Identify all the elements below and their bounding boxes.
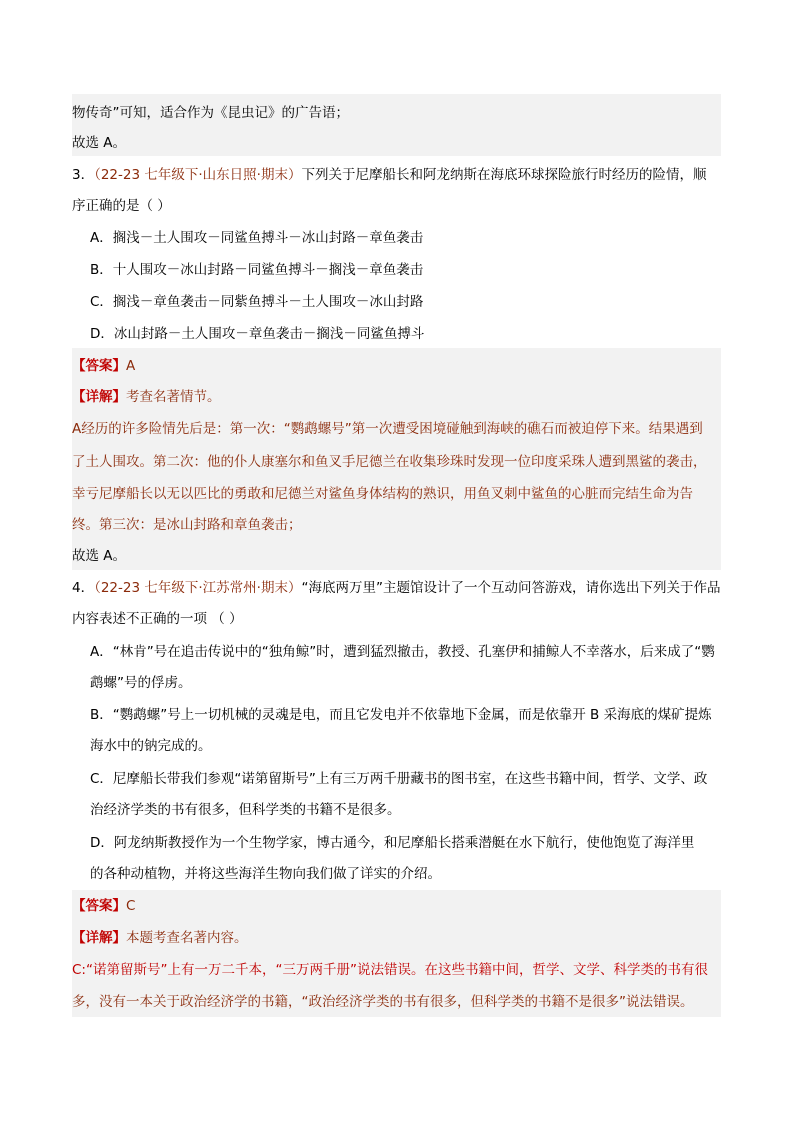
q4-answer-value: C [126, 898, 136, 914]
q4-stem-line2: 内容表述不正确的一项 （ ） [72, 611, 243, 627]
q4-option-b: B．“鹦鹉螺”号上一切机械的灵魂是电，而且它发电并不依靠地下金属，而是依靠开 B 采海底的煤矿提炼 [90, 707, 712, 723]
prev-conclusion: 故选 A。 [72, 135, 127, 151]
q4-option-c: C．尼摩船长带我们参观“诺第留斯号”上有三万两千册藏书的图书室，在这些书籍中间，哲学、文学、政 [90, 771, 708, 787]
q3-answer-tag: 【答案】 [72, 358, 126, 374]
q3-detail-line: 幸亏尼摩船长以无以匹比的勇敢和尼德兰对鲨鱼身体结构的熟识，用鱼叉刺中鲨鱼的心脏而完结生命为告 [72, 486, 693, 502]
q4-option-d-cont: 的各种动植物，并将这些海洋生物向我们做了详实的介绍。 [90, 866, 441, 882]
q4-option-a: A．“林肯”号在追击传说中的“独角鲸”时，遭到猛烈撤击，教授、孔塞伊和捕鲸人不幸落水，后来成了“鹦 [90, 644, 715, 660]
q3-detail [72, 389, 221, 405]
q3-detail-line: 了土人围攻。第二次：他的仆人康塞尔和鱼叉手尼德兰在收集珍珠时发现一位印度采珠人遭到黑鲨的袭击， [72, 454, 707, 470]
q3-source: （22-23 七年级下·山东日照·期末） [94, 167, 302, 183]
q4-detail-line: 多，没有一本关于政治经济学的书籍，“政治经济学类的书有很多，但科学类的书籍不是很多”说法错误。 [72, 994, 694, 1010]
q3-detail-line: 终。第三次：是冰山封路和章鱼袭击； [72, 517, 302, 533]
q3-option-a: A．搁浅－土人围攻－同鲨鱼搏斗－冰山封路－章鱼袭击 [90, 230, 424, 246]
q4-stem-line1 [72, 580, 720, 596]
q3-detail-tag: 【详解】 [72, 389, 126, 405]
q4-detail-line: C:“诺第留斯号”上有一万二千本，“三万两千册”说法错误。在这些书籍中间，哲学、文学、科学类的书有很 [72, 962, 708, 978]
q3-conclusion: 故选 A。 [72, 548, 127, 564]
q4-option-a-cont: 鹉螺”号的俘虏。 [90, 675, 192, 691]
q3-option-d: D．冰山封路－土人围攻－章鱼袭击－搁浅－同鲨鱼搏斗 [90, 326, 425, 342]
q3-stem-line2: 序正确的是（ ） [72, 198, 171, 214]
q3-answer [72, 358, 135, 374]
q4-detail-intro: 本题考查名著内容。 [126, 930, 248, 946]
prev-detail-line: 物传奇”可知，适合作为《昆虫记》的广告语； [72, 105, 349, 121]
q3-detail-line: A经历的许多险情先后是：第一次：“鹦鹉螺号”第一次遭受困境碰触到海峡的礁石而被迫停下来。结果遇到 [72, 421, 703, 437]
q3-stem-text: 下列关于尼摩船长和阿龙纳斯在海底环球探险旅行时经历的险情，顺 [301, 167, 707, 183]
q4-source: （22-23 七年级下·江苏常州·期末） [94, 580, 302, 596]
q3-stem-line1 [72, 167, 706, 183]
q3-detail-intro: 考查名著情节。 [126, 389, 221, 405]
q4-option-c-cont: 治经济学类的书有很多，但科学类的书籍不是很多。 [90, 802, 401, 818]
q4-detail [72, 930, 248, 946]
q3-option-c: C．搁浅－章鱼袭击－同紫鱼搏斗－土人围攻－冰山封路 [90, 294, 424, 310]
q3-option-b: B．十人围攻－冰山封路－同鲨鱼搏斗－搁浅－章鱼袭击 [90, 262, 424, 278]
q4-option-d: D．阿龙纳斯教授作为一个生物学家，博古通今，和尼摩船长搭乘潜艇在水下航行，使他饱览了海洋里 [90, 835, 695, 851]
q3-number: 3． [72, 167, 95, 183]
q3-answer-value: A [126, 358, 136, 374]
q4-option-b-cont: 海水中的钠完成的。 [90, 738, 212, 754]
q4-stem-text: “海底两万里”主题馆设计了一个互动问答游戏，请你选出下列关于作品 [301, 580, 721, 596]
answer-block-prev [72, 94, 721, 156]
q4-detail-tag: 【详解】 [72, 930, 126, 946]
q4-answer-tag: 【答案】 [72, 898, 126, 914]
q4-number: 4． [72, 580, 95, 596]
q4-answer [72, 898, 135, 914]
